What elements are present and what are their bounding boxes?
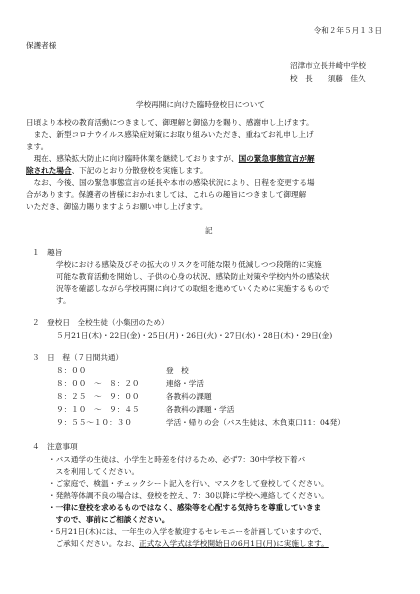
- schedule-desc: 連絡・学活: [166, 379, 204, 388]
- schedule-row: [56, 418, 345, 428]
- emphasis-text: 国の緊急事態宣言が解: [238, 154, 315, 163]
- note-line: ・バス通学の生徒は、小学生と時差を付けるため、必ず7：30中学校下着バ: [48, 455, 306, 464]
- intro-line: [26, 154, 315, 164]
- schedule-time: ８：００: [56, 366, 87, 375]
- section-heading: ３ 日 程（７日間共通）: [32, 353, 124, 362]
- intro-line: ます。: [26, 142, 49, 151]
- document-title: 学校再開に向けた臨時登校日について: [136, 100, 265, 109]
- intro-text: 、下記のとおり分散登校を実施します。: [71, 166, 208, 175]
- schedule-desc: 学活・帰りの会（バス生徒は、木負東口11：04発）: [166, 418, 345, 427]
- note-line: ・5月21日(木)には、一年生の入学を歓迎するセレモニーを計画していますので、: [48, 527, 327, 536]
- principal-title: 校 長: [290, 74, 313, 83]
- schedule-row: [56, 379, 204, 389]
- intro-line: また、新型コロナウイルス感染症対策にお取り組みいただき、重ねてお礼申し上げ: [26, 130, 314, 139]
- schedule-time: ９：５５～１０：３０: [56, 418, 132, 427]
- note-line: ・ご家庭で、検温・チェックシート記入を行い、マスクをして登校してください。: [48, 479, 329, 488]
- intro-line: [26, 166, 208, 176]
- schedule-time: ８：００ ～ ８：２０: [56, 379, 140, 388]
- schedule-desc: 各教科の課題: [166, 392, 212, 401]
- schedule-row: [56, 366, 189, 376]
- intro-line: 日頃より本校の教育活動につきまして、御理解と御協力を賜り、感謝申し上げます。: [26, 118, 314, 127]
- note-line: すので、事前にご相談ください。: [48, 515, 170, 524]
- note-line: ・一律に登校を求めるものではなく、感染等を心配する気持ちを尊重していきま: [48, 503, 322, 512]
- document-date: 令和２年５月１３日: [313, 26, 382, 35]
- section-text: 可能な教育活動を開始し、子供の心身の状況、感染防止対策や学校内外の感染状: [56, 272, 330, 281]
- note-line: ・発熱等体調不良の場合は、登校を控え、7：30以降に学校へ連絡してください。: [48, 491, 329, 500]
- intro-text: 現在、感染拡大防止に向け臨時休業を継続しておりますが、: [26, 154, 239, 163]
- schedule-row: [56, 392, 212, 402]
- schedule-row: [56, 405, 234, 415]
- schedule-time: ８：２５ ～ ９：００: [56, 392, 140, 401]
- schedule-desc: 登 校: [166, 366, 189, 375]
- schedule-desc: 各教科の課題・学活: [166, 405, 235, 414]
- principal-name: 須藤 佳久: [327, 74, 366, 83]
- intro-line: いただき、御協力賜りますようお願い申し上げます。: [26, 202, 208, 211]
- school-name: 沼津市立長井崎中学校: [290, 61, 366, 70]
- principal-line: [290, 74, 366, 84]
- section-text: 学校における感染及びその拡大のリスクを可能な限り低減しつつ段階的に実施: [56, 260, 322, 269]
- intro-line: なお、今後、国の緊急事態宣言の延長や本市の感染状況により、日程を変更する場: [26, 178, 315, 187]
- note-line: スを利用してください。: [48, 467, 140, 476]
- section-heading: １ 趣旨: [32, 248, 63, 257]
- section-text: す。: [56, 296, 71, 305]
- section-heading: ２ 登校日 全校生徒（小集団のため）: [32, 318, 169, 327]
- underlined-note: 正式な入学式は学校開始日の6月1日(月)に実施します。: [139, 539, 329, 548]
- section-text: 況等を確認しながら学校再開に向けての取組を進めていくために実施するもので: [56, 284, 330, 293]
- schedule-time: ９：１０ ～ ９：４５: [56, 405, 140, 414]
- attendance-dates: ５月21日(木)・22日(金)・25日(月)・26日(火)・27日(水)・28日(木)・29日(金): [56, 331, 333, 340]
- ki-heading: 記: [205, 226, 213, 235]
- note-text: ご承知ください。なお、: [48, 539, 140, 548]
- section-heading: ４ 注意事項: [32, 442, 78, 451]
- emphasis-text: 除された場合: [26, 166, 72, 175]
- intro-line: 合があります。保護者の皆様におかれましては、これらの趣旨につきまして御理解: [26, 190, 307, 199]
- note-line: [48, 539, 329, 549]
- recipient: 保護者様: [26, 41, 57, 50]
